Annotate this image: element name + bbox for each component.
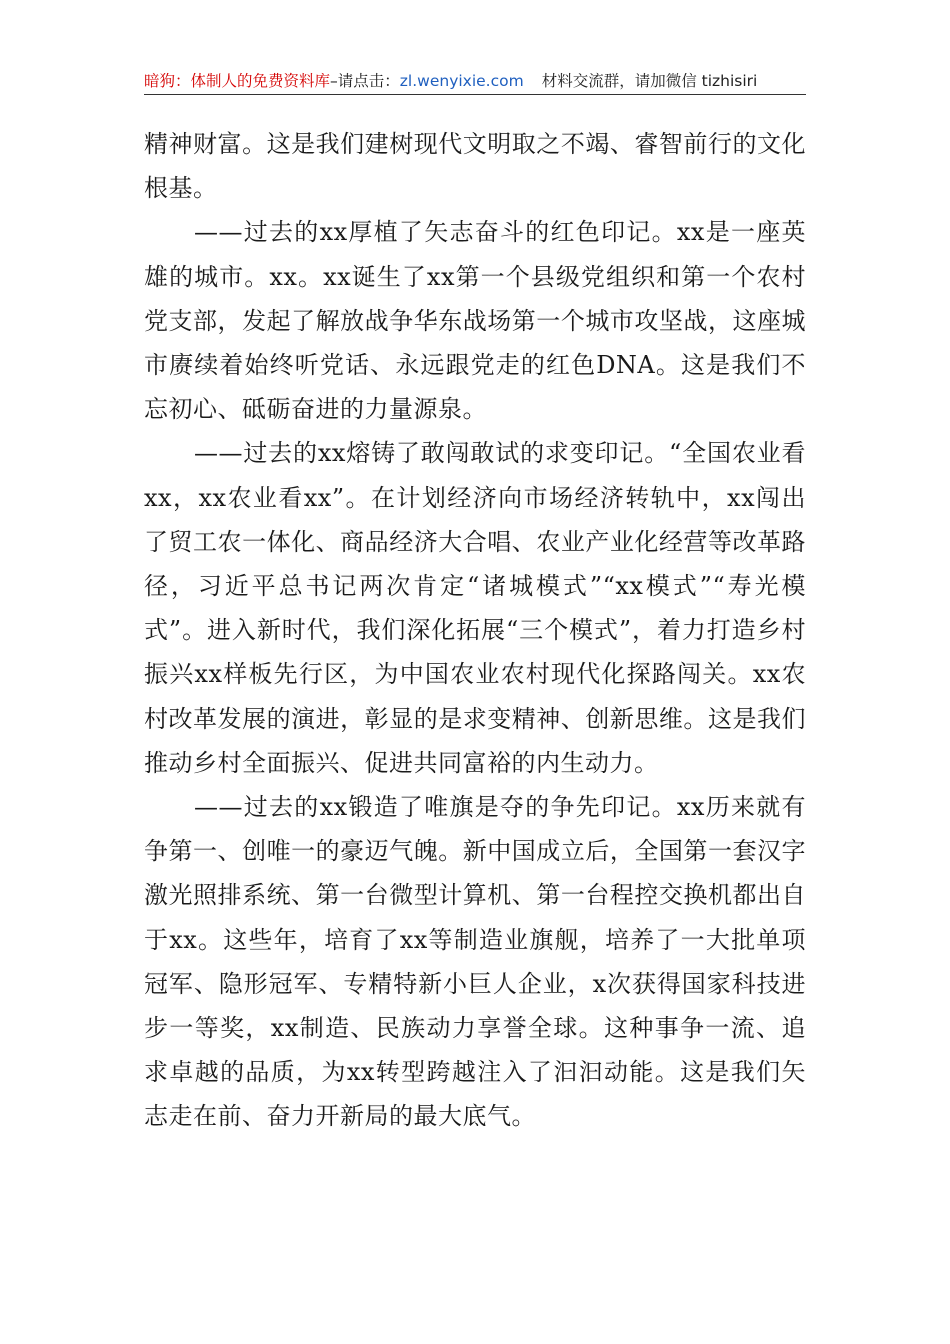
header-click-prompt: –请点击： (330, 72, 400, 90)
page-header (144, 68, 806, 94)
paragraph-red-legacy: ——过去的xx厚植了矢志奋斗的红色印记。xx是一座英雄的城市。xx。xx诞生了xx第一个县级党组织和第一个农村党支部，发起了解放战争华东战场第一个城市攻坚战，这座城市赓续着始终听党话、永远跟党走的红色DNA。这是我们不忘初心、砥砺奋进的力量源泉。 (144, 218, 806, 424)
header-url-link[interactable]: zl.wenyixie.com (399, 72, 524, 90)
header-wechat-note: 材料交流群，请加微信 tizhisiri (541, 72, 758, 90)
paragraph-excellence-legacy: ——过去的xx锻造了唯旗是夺的争先印记。xx历来就有争第一、创唯一的豪迈气魄。新中国成立后，全国第一套汉字激光照排系统、第一台微型计算机、第一台程控交换机都出自于xx。这些年，培育了xx等制造业旗舰，培养了一大批单项冠军、隐形冠军、专精特新小巨人企业，x次获得国家科技进步一等奖，xx制造、民族动力享誉全球。这种事争一流、追求卓越的品质，为xx转型跨越注入了汩汩动能。这是我们矢志走在前、奋力开新局的最大底气。 (144, 793, 806, 1131)
paragraph-reform-legacy: ——过去的xx熔铸了敢闯敢试的求变印记。“全国农业看xx，xx农业看xx”。在计划经济向市场经济转轨中，xx闯出了贸工农一体化、商品经济大合唱、农业产业化经营等改革路径，习近平总书记两次肯定“诸城模式”“xx模式”“寿光模式”。进入新时代，我们深化拓展“三个模式”，着力打造乡村振兴xx样板先行区，为中国农业农村现代化探路闯关。xx农村改革发展的演进，彰显的是求变精神、创新思维。这是我们推动乡村全面振兴、促进共同富裕的内生动力。 (144, 439, 806, 777)
header-site-name: 暗狗：体制人的免费资料库 (144, 72, 331, 90)
document-body (144, 122, 806, 1139)
paragraph-continuation: 精神财富。这是我们建树现代文明取之不竭、睿智前行的文化根基。 (144, 130, 806, 203)
header-divider (144, 94, 806, 95)
